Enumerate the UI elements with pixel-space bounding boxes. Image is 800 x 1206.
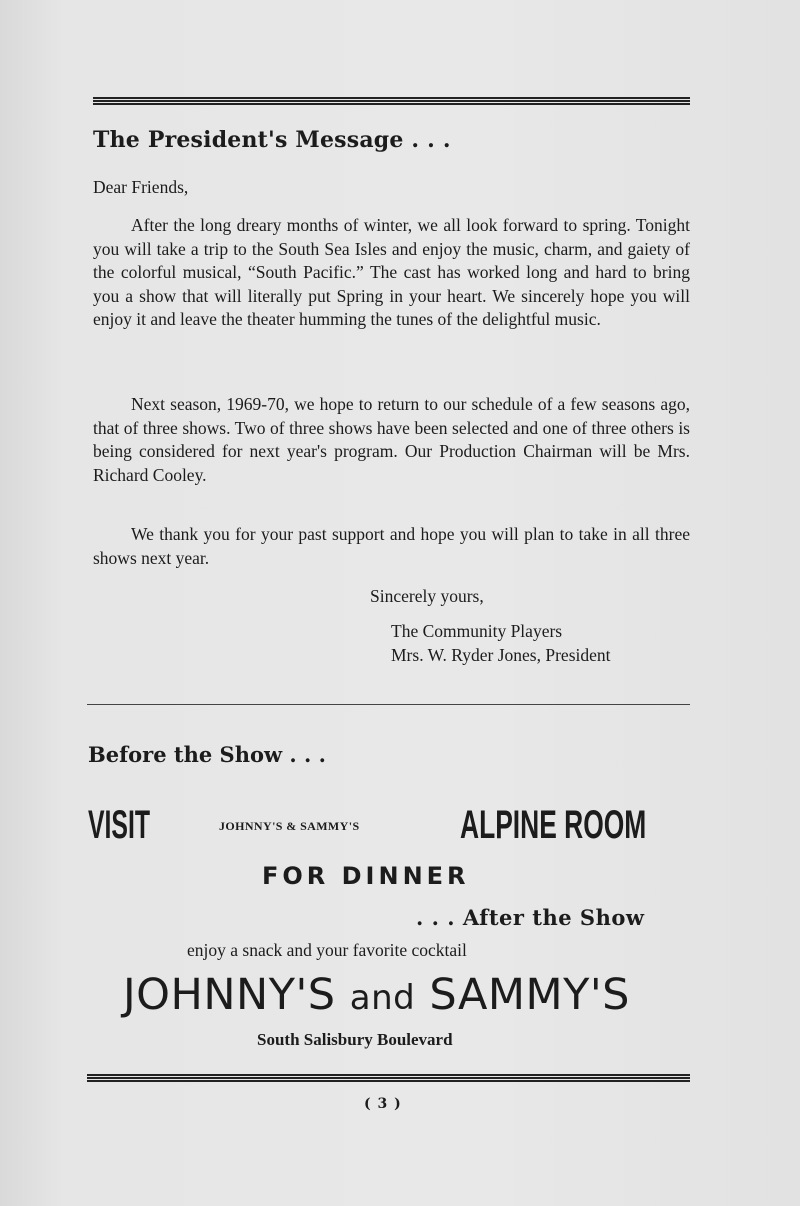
- top-triple-rule: [93, 97, 690, 105]
- message-paragraph-1: After the long dreary months of winter, we all look forward to spring. Tonight you will take a trip to the South Sea Isles and enjoy the music, charm, and gaiety of the colorful musical, “South Pacific.” The cast has worked long and hard to bring you a show that will literally put Spring in your heart. We sincerely hope you will enjoy it and leave the theater humming the tunes of the delightful music.: [93, 215, 690, 329]
- page-number: ( 3 ): [364, 1096, 402, 1112]
- president-message-title: The President's Message . . .: [93, 127, 451, 153]
- before-show-heading: Before the Show . . .: [88, 742, 326, 767]
- alpine-room: ALPINE ROOM: [460, 803, 647, 847]
- address: South Salisbury Boulevard: [257, 1030, 453, 1049]
- salutation: Dear Friends,: [93, 177, 189, 197]
- big-name-sammys: SAMMY'S: [429, 970, 630, 1020]
- closing: Sincerely yours,: [370, 586, 484, 606]
- restaurant-name-large: [123, 970, 630, 1020]
- signature-org: The Community Players: [391, 621, 563, 641]
- bottom-triple-rule: [87, 1074, 690, 1082]
- big-name-johnnys: JOHNNY'S: [123, 970, 336, 1020]
- section-divider: [87, 704, 690, 705]
- for-dinner: FOR DINNER: [262, 862, 470, 890]
- big-name-and: and: [349, 978, 416, 1018]
- small-restaurant-name: JOHNNY'S & SAMMY'S: [219, 819, 360, 833]
- enjoy-line: enjoy a snack and your favorite cocktail: [187, 940, 467, 960]
- after-show: . . . After the Show: [416, 905, 645, 930]
- visit-word: VISIT: [88, 803, 151, 847]
- message-paragraph-3: We thank you for your past support and hope you will plan to take in all three shows next year.: [93, 524, 690, 568]
- message-paragraph-2: Next season, 1969-70, we hope to return to our schedule of a few seasons ago, that of three shows. Two of three shows have been selected and one of three others is being considered for next year's program. Our Production Chairman will be Mrs. Richard Cooley.: [93, 394, 690, 485]
- signature-name: Mrs. W. Ryder Jones, President: [391, 645, 611, 665]
